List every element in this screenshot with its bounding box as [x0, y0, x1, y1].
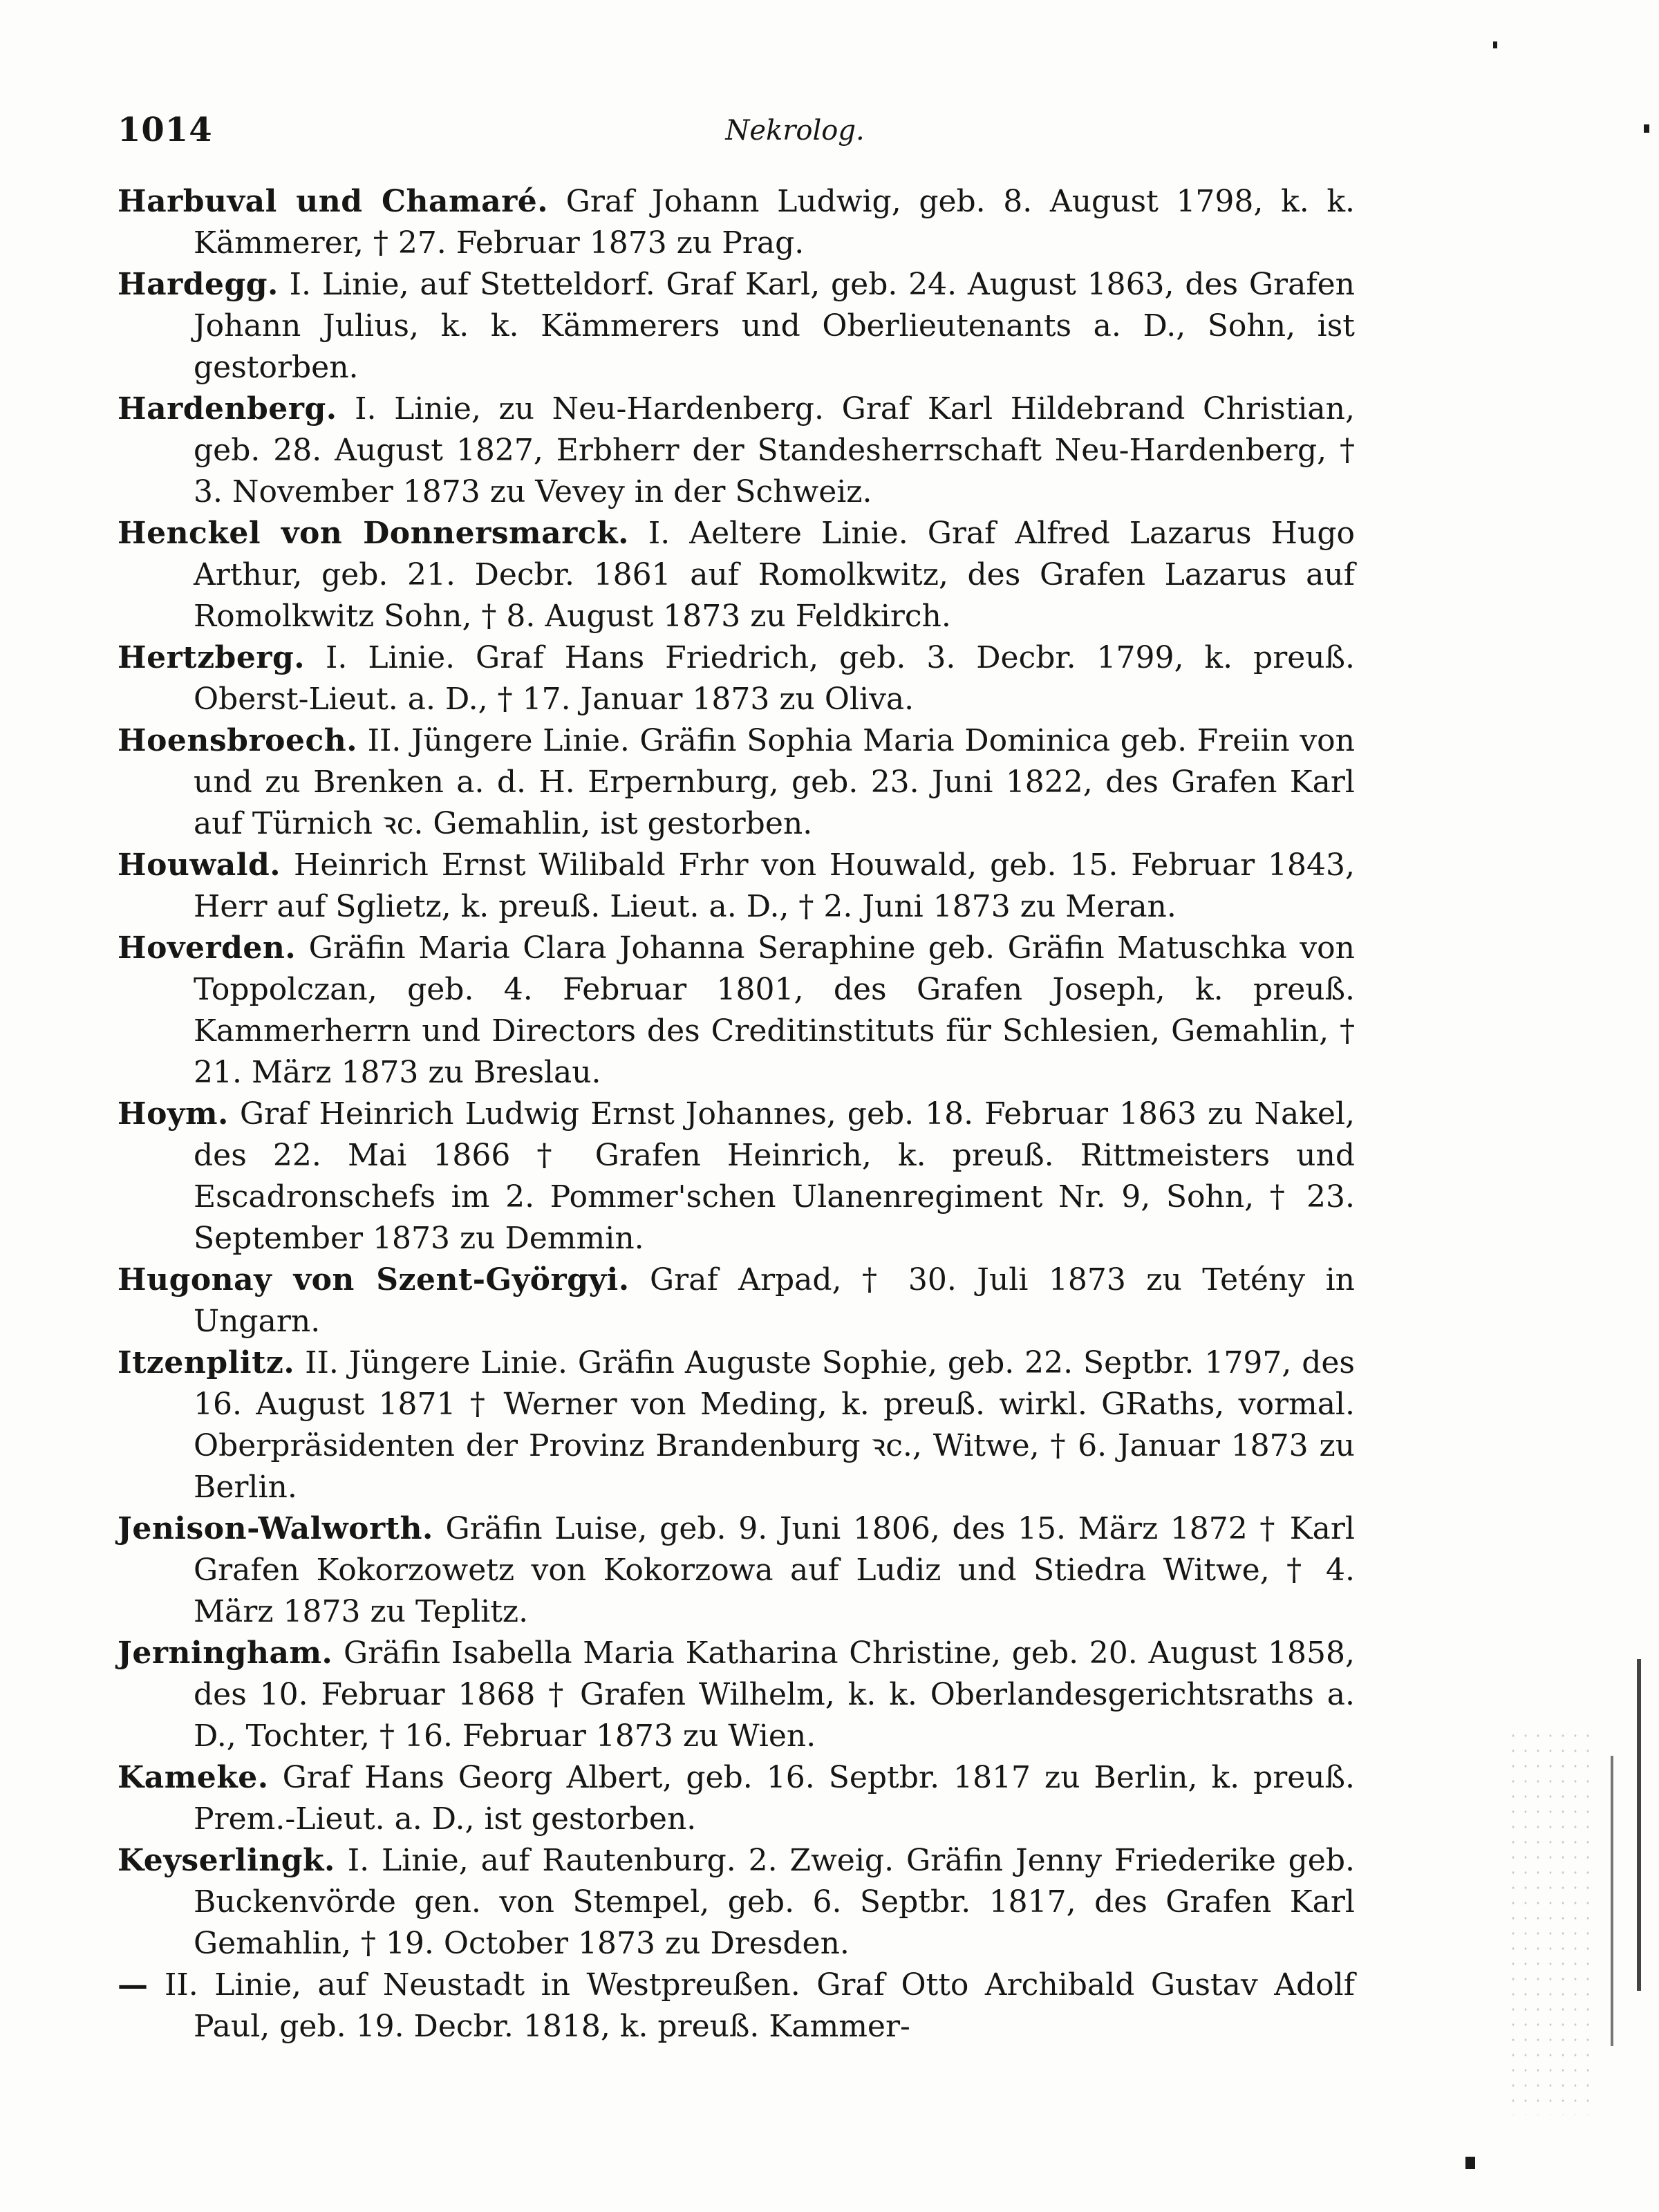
obituary-entry	[118, 1508, 1355, 1633]
entry-name: Harbuval und Chamaré.	[118, 184, 549, 219]
obituary-entry	[118, 513, 1355, 637]
entry-text: Gräfin Isabella Maria Katharina Christine, geb. 20. August 1858, des 10. Februar 1868 † Grafen Wilhelm, k. k. Oberlandesgerichtsraths a. D., Tochter, † 16. Februar 1873 zu Wien.	[194, 1635, 1355, 1754]
scan-speck	[1644, 124, 1649, 133]
entry-name: Kameke.	[118, 1760, 269, 1795]
entry-text: Graf Johann Ludwig, geb. 8. August 1798, k. k. Kämmerer, † 27. Februar 1873 zu Prag.	[194, 184, 1355, 261]
entry-text: I. Linie, auf Rautenburg. 2. Zweig. Gräfin Jenny Friederike geb. Buckenvörde gen. von Stempel, geb. 6. Septbr. 1817, des Grafen Karl Gemahlin, † 19. October 1873 zu Dresden.	[194, 1843, 1355, 1961]
entry-name: Hertzberg.	[118, 640, 306, 675]
entry-text: I. Linie, zu Neu-Hardenberg. Graf Karl Hildebrand Christian, geb. 28. August 1827, Erbherr der Standesherrschaft Neu-Hardenberg, † 3. November 1873 zu Vevey in der Schweiz.	[194, 391, 1355, 509]
obituary-entry	[118, 1840, 1355, 1965]
obituary-entry-continuation	[118, 1965, 1355, 2047]
entry-name: Jenison-Walworth.	[118, 1511, 433, 1546]
entry-text: II. Jüngere Linie. Gräfin Auguste Sophie, geb. 22. Septbr. 1797, des 16. August 1871 † Werner von Meding, k. preuß. wirkl. GRaths, vormal. Oberpräsidenten der Provinz Brandenburg ꝛc., Witwe, † 6. Januar 1873 zu Berlin.	[194, 1345, 1355, 1505]
entry-name: Hoverden.	[118, 930, 297, 966]
entry-text: I. Aeltere Linie. Graf Alfred Lazarus Hugo Arthur, geb. 21. Decbr. 1861 auf Romolkwitz, des Grafen Lazarus auf Romolkwitz Sohn, † 8. August 1873 zu Feldkirch.	[194, 516, 1355, 634]
entry-name: Hardegg.	[118, 267, 279, 302]
entry-name: Keyserlingk.	[118, 1843, 335, 1878]
scan-speck	[1493, 41, 1497, 48]
entry-text: Gräfin Maria Clara Johanna Seraphine geb. Gräfin Matuschka von Toppolczan, geb. 4. Februar 1801, des Grafen Joseph, k. preuß. Kammerherrn und Directors des Creditinstituts für Schlesien, Gemahlin, † 21. März 1873 zu Breslau.	[194, 930, 1355, 1090]
entry-text: I. Linie. Graf Hans Friedrich, geb. 3. Decbr. 1799, k. preuß. Oberst-Lieut. a. D., † 17. Januar 1873 zu Oliva.	[194, 640, 1355, 717]
entry-name: Jerningham.	[118, 1635, 333, 1671]
entry-text: Graf Arpad, † 30. Juli 1873 zu Tetény in Ungarn.	[194, 1262, 1355, 1339]
scan-speck	[1465, 2157, 1475, 2169]
page-header	[118, 111, 1362, 166]
entry-name: Hoym.	[118, 1096, 229, 1132]
obituary-entry	[118, 1757, 1355, 1840]
obituary-entry	[118, 264, 1355, 388]
entry-text: Heinrich Ernst Wilibald Frhr von Houwald, geb. 15. Februar 1843, Herr auf Sglietz, k. preuß. Lieut. a. D., † 2. Juni 1873 zu Meran.	[194, 847, 1355, 924]
running-head: Nekrolog.	[725, 115, 865, 147]
obituary-entry	[118, 181, 1355, 264]
entry-text: I. Linie, auf Stetteldorf. Graf Karl, geb. 24. August 1863, des Grafen Johann Julius, k. k. Kämmerers und Oberlieutenants a. D., Sohn, ist gestorben.	[194, 267, 1355, 385]
scan-noise	[1507, 1728, 1590, 2115]
entry-name: Hugonay von Szent-Györgyi.	[118, 1262, 630, 1297]
entry-name: Houwald.	[118, 847, 281, 883]
page-edge-shadow	[1637, 1659, 1641, 1991]
page-number: 1014	[118, 111, 213, 149]
page-edge-shadow	[1611, 1756, 1613, 2046]
entry-name: Itzenplitz.	[118, 1345, 295, 1380]
entry-text: Graf Heinrich Ludwig Ernst Johannes, geb. 18. Februar 1863 zu Nakel, des 22. Mai 1866 † Grafen Heinrich, k. preuß. Rittmeisters und Escadronschefs im 2. Pommer'schen Ulanenregiment Nr. 9, Sohn, † 23. September 1873 zu Demmin.	[194, 1096, 1355, 1256]
obituary-entry	[118, 845, 1355, 928]
entry-text: Gräfin Luise, geb. 9. Juni 1806, des 15. März 1872 † Karl Grafen Kokorzowetz von Kokorzowa auf Ludiz und Stiedra Witwe, † 4. März 1873 zu Teplitz.	[194, 1511, 1355, 1629]
obituary-entry	[118, 637, 1355, 720]
entry-text: II. Jüngere Linie. Gräfin Sophia Maria Dominica geb. Freiin von und zu Brenken a. d. H. Erpernburg, geb. 23. Juni 1822, des Grafen Karl auf Türnich ꝛc. Gemahlin, ist gestorben.	[194, 723, 1355, 841]
obituary-entry	[118, 928, 1355, 1094]
entry-name: Hardenberg.	[118, 391, 337, 427]
obituary-entry	[118, 720, 1355, 845]
obituary-entry	[118, 1342, 1355, 1508]
entry-name: Hoensbroech.	[118, 723, 358, 758]
obituary-entry	[118, 388, 1355, 513]
obituary-list	[118, 181, 1355, 2047]
entry-text: II. Linie, auf Neustadt in Westpreußen. Graf Otto Archibald Gustav Adolf Paul, geb. 19. Decbr. 1818, k. preuß. Kammer-	[165, 1967, 1355, 2044]
entry-text: Graf Hans Georg Albert, geb. 16. Septbr. 1817 zu Berlin, k. preuß. Prem.-Lieut. a. D., ist gestorben.	[194, 1760, 1355, 1837]
entry-name: Henckel von Donnersmarck.	[118, 516, 629, 551]
obituary-entry	[118, 1259, 1355, 1342]
entry-dash: —	[118, 1967, 149, 2003]
obituary-entry	[118, 1094, 1355, 1259]
obituary-entry	[118, 1633, 1355, 1757]
